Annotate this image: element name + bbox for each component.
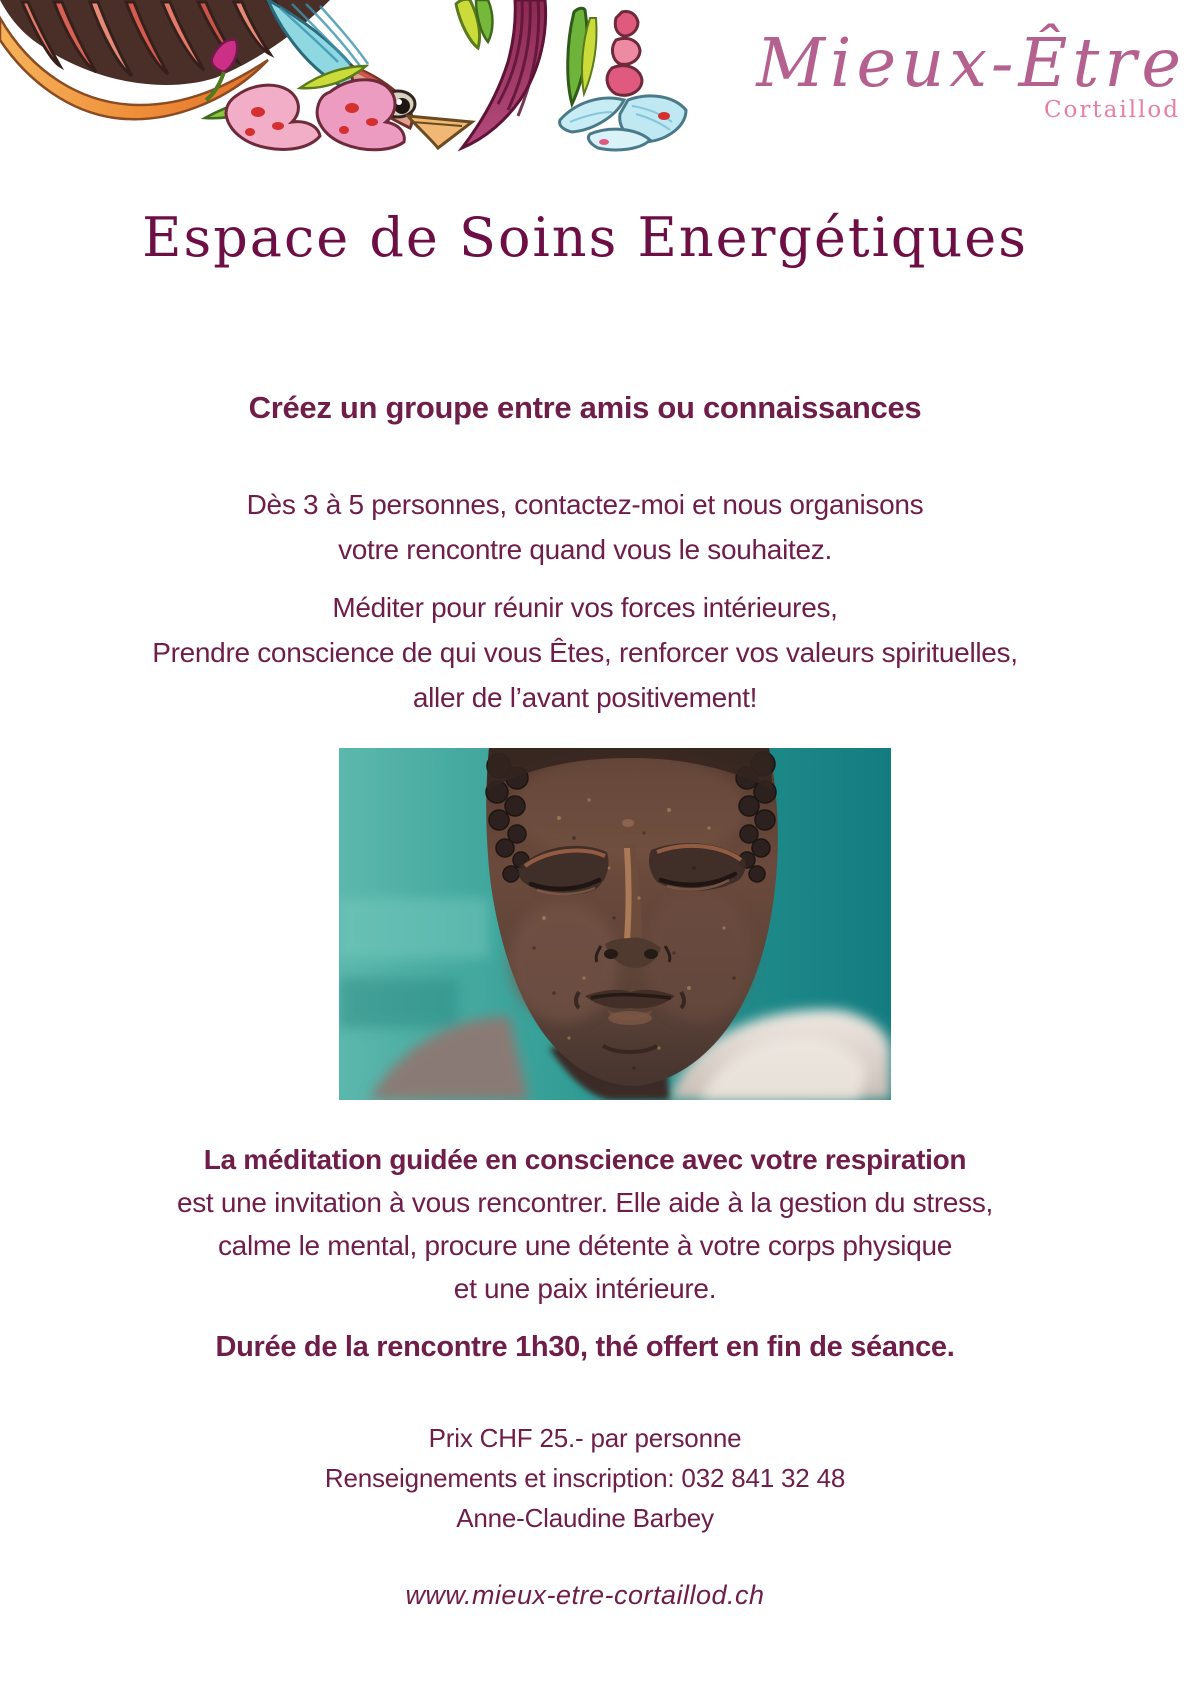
intro-line: Dès 3 à 5 personnes, contactez-moi et nous organisons [246, 489, 924, 520]
contact-name: Anne-Claudine Barbey [456, 1503, 714, 1533]
brand-name: Mieux-Être [756, 24, 1186, 102]
benefits-line: est une invitation à vous rencontrer. Elle aide à la gestion du stress, [176, 1187, 994, 1218]
benefits-line: calme le mental, procure une détente à votre corps physique [217, 1230, 953, 1261]
contact-block [0, 1418, 1170, 1538]
benefits-bold-line: La méditation guidée en conscience avec votre respiration [203, 1144, 967, 1175]
meditation-line: aller de l’avant positivement! [412, 682, 758, 713]
price-line: Prix CHF 25.- par personne [428, 1423, 742, 1453]
brand-place: Cortaillod [1043, 97, 1180, 123]
website-url: www.mieux-etre-cortaillod.ch [405, 1580, 765, 1610]
benefits-paragraph [0, 1138, 1170, 1310]
meditation-line: Méditer pour réunir vos forces intérieures, [332, 592, 838, 623]
duration-line: Durée de la rencontre 1h30, thé offert en fin de séance. [215, 1331, 955, 1363]
benefits-line: et une paix intérieure. [453, 1273, 717, 1304]
intro-line: votre rencontre quand vous le souhaitez. [338, 534, 832, 565]
registration-line: Renseignements et inscription: 032 841 32 48 [324, 1463, 846, 1493]
page-title: Espace de Soins Energétiques [142, 206, 1028, 269]
group-heading: Créez un groupe entre amis ou connaissances [248, 390, 922, 425]
meditation-line: Prendre conscience de qui vous Êtes, renforcer vos valeurs spirituelles, [152, 637, 1018, 668]
